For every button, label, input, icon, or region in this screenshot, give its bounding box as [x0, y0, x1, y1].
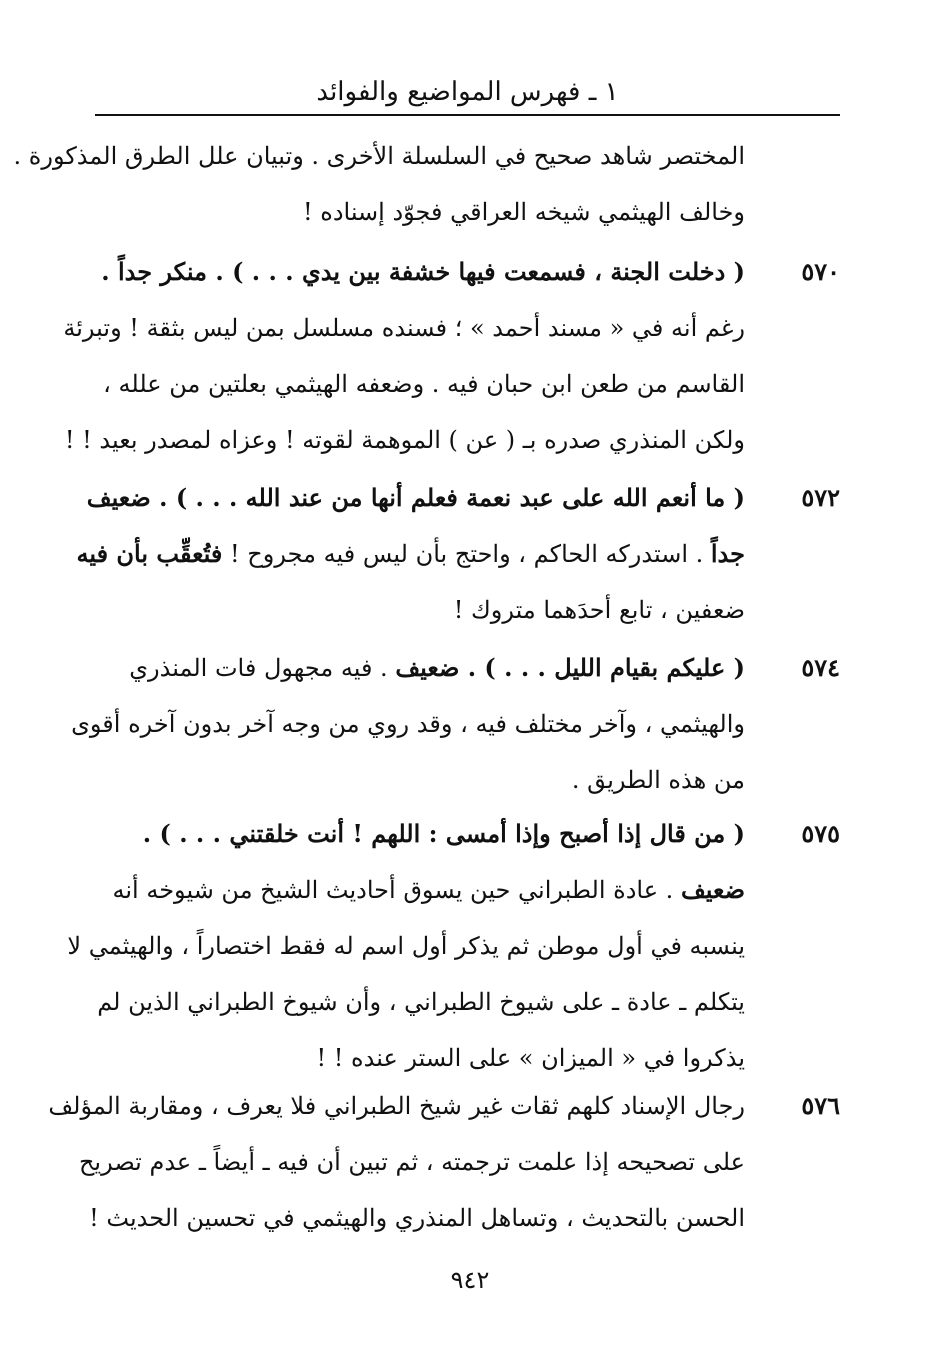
entry-line: من هذه الطريق .	[571, 766, 745, 794]
entry-text: . فيه مجهول فات المنذري	[129, 654, 396, 682]
entry-572	[76, 470, 840, 638]
entry-line: القاسم من طعن ابن حبان فيه . وضعفه الهيثمي بعلتين من علله ،	[103, 370, 745, 398]
entry-line: رغم أنه في « مسند أحمد » ؛ فسنده مسلسل بمن ليس بثقة ! وتبرئة	[63, 314, 745, 342]
entry-line	[95, 862, 745, 918]
intro-paragraph	[13, 128, 840, 240]
entry-number: ٥٧٢	[801, 483, 840, 512]
hadith-text: ( عليكم بقيام الليل . . . ) . ضعيف	[395, 653, 745, 682]
entry-number: ٥٧٠	[801, 257, 840, 286]
header-rule	[95, 114, 840, 116]
entry-line	[95, 640, 745, 696]
grade-text: جداً	[710, 539, 745, 568]
entry-line: ( ما أنعم الله على عبد نعمة فعلم أنها من عند الله . . . ) . ضعيف	[86, 483, 745, 512]
entry-575	[67, 806, 840, 1086]
intro-line: وخالف الهيثمي شيخه العراقي فجوّد إسناده !	[302, 198, 745, 226]
entry-line: ( دخلت الجنة ، فسمعت فيها خشفة بين يدي . . . ) . منكر جداً .	[101, 257, 745, 286]
entry-line: ضعفين ، تابع أحدَهما متروك !	[453, 596, 745, 624]
page-number: ٩٤٢	[450, 1266, 490, 1294]
entry-number: ٥٧٦	[801, 1091, 840, 1120]
entry-576	[48, 1078, 840, 1246]
emphasis-text: فتُعقِّب بأن فيه	[76, 539, 223, 568]
entry-line: يذكروا في « الميزان » على الستر عنده ! !	[316, 1044, 745, 1072]
grade-text: ضعيف	[680, 875, 745, 904]
entry-line: على تصحيحه إذا علمت ترجمته ، ثم تبين أن فيه ـ أيضاً ـ عدم تصريح	[78, 1148, 745, 1176]
entry-number: ٥٧٥	[801, 819, 840, 848]
running-header: ١ ـ فهرس المواضيع والفوائد	[316, 77, 619, 107]
entry-574	[71, 640, 840, 808]
entry-text: . استدركه الحاكم ، واحتج بأن ليس فيه مجروح !	[222, 540, 711, 568]
entry-number: ٥٧٤	[801, 653, 840, 682]
entry-line: ( من قال إذا أصبح وإذا أمسى : اللهم ! أنت خلقتني . . . ) .	[142, 819, 745, 848]
entry-line: يتكلم ـ عادة ـ على شيوخ الطبراني ، وأن شيوخ الطبراني الذين لم	[97, 988, 745, 1016]
intro-line: المختصر شاهد صحيح في السلسلة الأخرى . وتبيان علل الطرق المذكورة .	[13, 142, 745, 170]
entry-line: ينسبه في أول موطن ثم يذكر أول اسم له فقط اختصاراً ، والهيثمي لا	[67, 932, 745, 960]
entry-text: . عادة الطبراني حين يسوق أحاديث الشيخ من شيوخه أنه	[112, 876, 681, 904]
entry-line: ولكن المنذري صدره بـ ( عن ) الموهمة لقوته ! وعزاه لمصدر بعيد ! !	[64, 426, 745, 454]
entry-line: والهيثمي ، وآخر مختلف فيه ، وقد روي من وجه آخر بدون آخره أقوى	[71, 710, 745, 738]
entry-line: رجال الإسناد كلهم ثقات غير شيخ الطبراني فلا يعرف ، ومقاربة المؤلف	[48, 1092, 745, 1120]
entry-570	[63, 244, 840, 468]
entry-line	[76, 526, 745, 582]
entry-line: الحسن بالتحديث ، وتساهل المنذري والهيثمي في تحسين الحديث !	[89, 1204, 745, 1232]
